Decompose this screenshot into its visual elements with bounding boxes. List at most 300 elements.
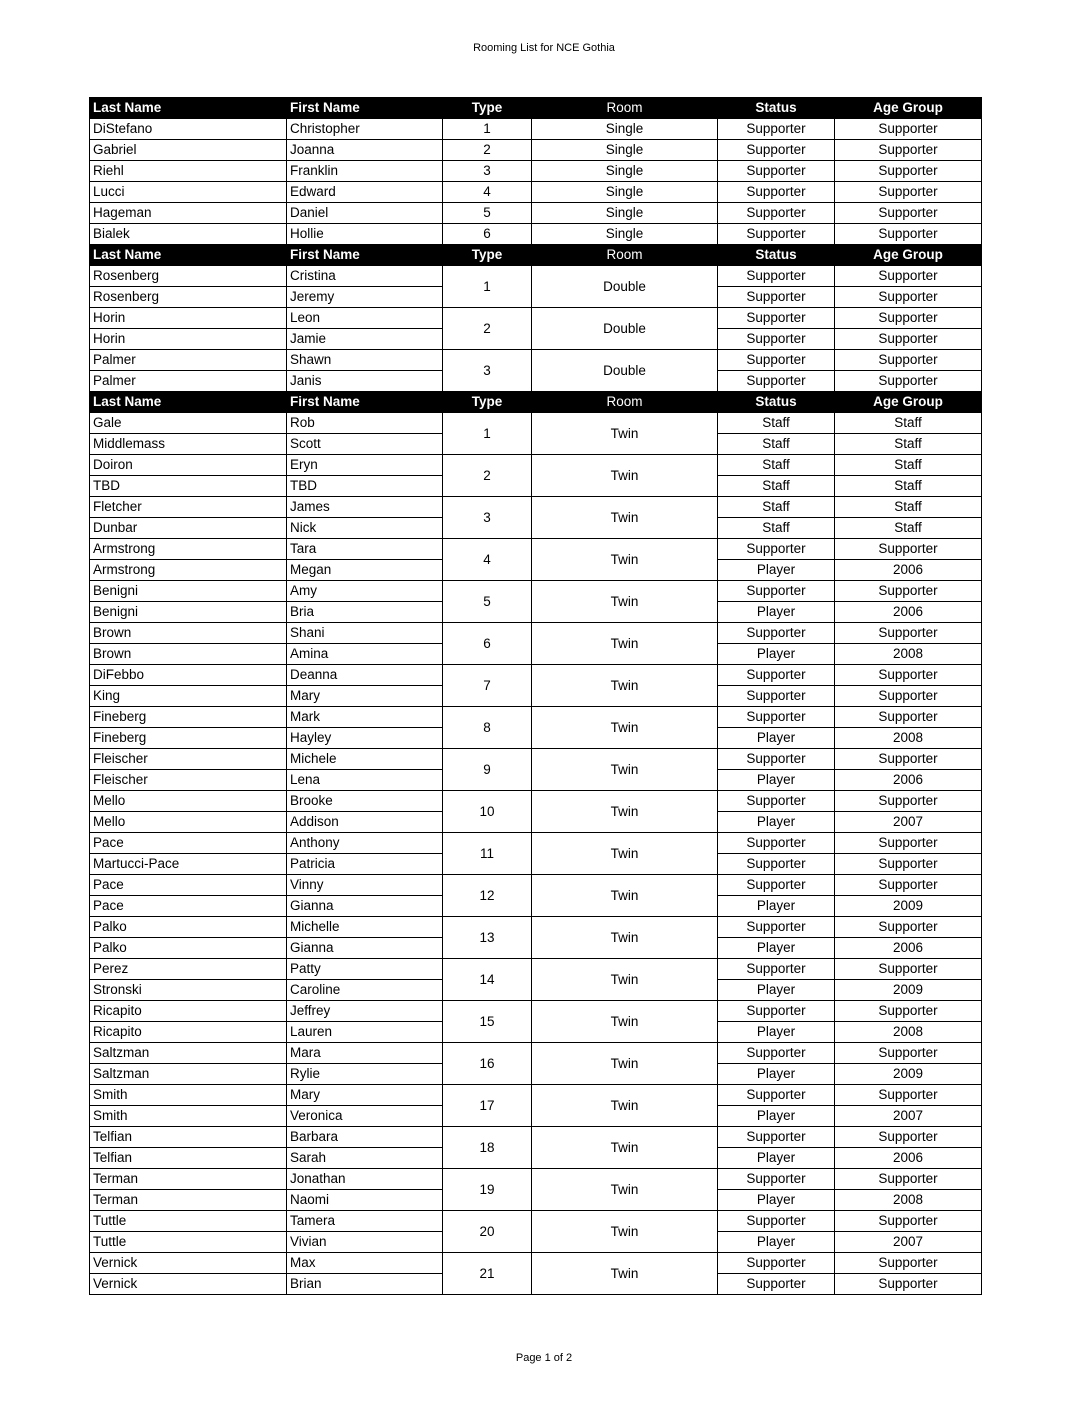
room-type-cell: Twin <box>532 1043 718 1085</box>
room-type-cell: Twin <box>532 581 718 623</box>
table-row <box>90 833 982 854</box>
last-name-cell: Armstrong <box>90 560 287 581</box>
header-type: Type <box>443 245 532 266</box>
last-name-cell: Saltzman <box>90 1043 287 1064</box>
status-cell: Supporter <box>718 959 835 980</box>
table-row <box>90 959 982 980</box>
first-name-cell: Tara <box>287 539 443 560</box>
age-group-cell: Supporter <box>835 1127 982 1148</box>
room-number-cell: 6 <box>443 623 532 665</box>
table-row <box>90 917 982 938</box>
room-number-cell: 5 <box>443 203 532 224</box>
first-name-cell: Caroline <box>287 980 443 1001</box>
header-room: Room <box>532 245 718 266</box>
age-group-cell: 2007 <box>835 1232 982 1253</box>
table-row <box>90 1253 982 1274</box>
status-cell: Supporter <box>718 266 835 287</box>
age-group-cell: Supporter <box>835 1169 982 1190</box>
status-cell: Supporter <box>718 665 835 686</box>
last-name-cell: Doiron <box>90 455 287 476</box>
age-group-cell: Supporter <box>835 665 982 686</box>
age-group-cell: 2006 <box>835 770 982 791</box>
status-cell: Supporter <box>718 140 835 161</box>
first-name-cell: Anthony <box>287 833 443 854</box>
room-type-cell: Single <box>532 119 718 140</box>
first-name-cell: Christopher <box>287 119 443 140</box>
age-group-cell: Staff <box>835 455 982 476</box>
header-first-name: First Name <box>287 392 443 413</box>
first-name-cell: Amina <box>287 644 443 665</box>
first-name-cell: Bria <box>287 602 443 623</box>
first-name-cell: Eryn <box>287 455 443 476</box>
last-name-cell: Fineberg <box>90 707 287 728</box>
room-type-cell: Twin <box>532 791 718 833</box>
room-type-cell: Twin <box>532 833 718 875</box>
room-number-cell: 3 <box>443 497 532 539</box>
status-cell: Staff <box>718 476 835 497</box>
status-cell: Supporter <box>718 875 835 896</box>
first-name-cell: Franklin <box>287 161 443 182</box>
last-name-cell: Pace <box>90 833 287 854</box>
page-number: Page 1 of 2 <box>515 1352 573 1364</box>
last-name-cell: Lucci <box>90 182 287 203</box>
last-name-cell: Ricapito <box>90 1022 287 1043</box>
status-cell: Supporter <box>718 707 835 728</box>
table-row <box>90 1001 982 1022</box>
room-type-cell: Twin <box>532 455 718 497</box>
last-name-cell: Hageman <box>90 203 287 224</box>
room-type-cell: Twin <box>532 665 718 707</box>
status-cell: Supporter <box>718 119 835 140</box>
room-type-cell: Single <box>532 161 718 182</box>
status-cell: Supporter <box>718 833 835 854</box>
status-cell: Staff <box>718 434 835 455</box>
first-name-cell: Brooke <box>287 791 443 812</box>
room-number-cell: 8 <box>443 707 532 749</box>
last-name-cell: Dunbar <box>90 518 287 539</box>
room-type-cell: Twin <box>532 1211 718 1253</box>
room-number-cell: 1 <box>443 413 532 455</box>
age-group-cell: Supporter <box>835 854 982 875</box>
age-group-cell: Supporter <box>835 833 982 854</box>
age-group-cell: Staff <box>835 497 982 518</box>
first-name-cell: Michele <box>287 749 443 770</box>
room-number-cell: 3 <box>443 350 532 392</box>
first-name-cell: Jeffrey <box>287 1001 443 1022</box>
first-name-cell: Scott <box>287 434 443 455</box>
header-age-group: Age Group <box>835 245 982 266</box>
age-group-cell: Supporter <box>835 203 982 224</box>
room-number-cell: 4 <box>443 182 532 203</box>
first-name-cell: Addison <box>287 812 443 833</box>
table-row <box>90 665 982 686</box>
header-status: Status <box>718 392 835 413</box>
age-group-cell: Staff <box>835 413 982 434</box>
age-group-cell: Staff <box>835 518 982 539</box>
room-type-cell: Twin <box>532 1253 718 1295</box>
header-first-name: First Name <box>287 245 443 266</box>
table-row <box>90 203 982 224</box>
status-cell: Player <box>718 938 835 959</box>
first-name-cell: Gianna <box>287 938 443 959</box>
age-group-cell: 2006 <box>835 602 982 623</box>
last-name-cell: DiStefano <box>90 119 287 140</box>
status-cell: Staff <box>718 413 835 434</box>
status-cell: Player <box>718 1232 835 1253</box>
table-row <box>90 140 982 161</box>
first-name-cell: Mary <box>287 1085 443 1106</box>
status-cell: Supporter <box>718 917 835 938</box>
age-group-cell: Supporter <box>835 308 982 329</box>
last-name-cell: Middlemass <box>90 434 287 455</box>
first-name-cell: Patty <box>287 959 443 980</box>
status-cell: Player <box>718 770 835 791</box>
first-name-cell: Rylie <box>287 1064 443 1085</box>
age-group-cell: 2009 <box>835 1064 982 1085</box>
room-type-cell: Twin <box>532 917 718 959</box>
table-row <box>90 1043 982 1064</box>
age-group-cell: Supporter <box>835 1211 982 1232</box>
header-first-name: First Name <box>287 98 443 119</box>
last-name-cell: Benigni <box>90 581 287 602</box>
last-name-cell: Gabriel <box>90 140 287 161</box>
room-type-cell: Twin <box>532 875 718 917</box>
status-cell: Supporter <box>718 539 835 560</box>
first-name-cell: Rob <box>287 413 443 434</box>
first-name-cell: Patricia <box>287 854 443 875</box>
first-name-cell: Nick <box>287 518 443 539</box>
status-cell: Player <box>718 1064 835 1085</box>
room-number-cell: 2 <box>443 455 532 497</box>
age-group-cell: Supporter <box>835 875 982 896</box>
first-name-cell: Mary <box>287 686 443 707</box>
room-number-cell: 1 <box>443 266 532 308</box>
age-group-cell: Supporter <box>835 287 982 308</box>
room-number-cell: 19 <box>443 1169 532 1211</box>
table-row <box>90 455 982 476</box>
first-name-cell: Mark <box>287 707 443 728</box>
last-name-cell: Palmer <box>90 350 287 371</box>
status-cell: Staff <box>718 518 835 539</box>
header-last-name: Last Name <box>90 245 287 266</box>
room-number-cell: 9 <box>443 749 532 791</box>
rooming-table <box>89 97 982 1295</box>
first-name-cell: Megan <box>287 560 443 581</box>
status-cell: Supporter <box>718 1274 835 1295</box>
header-room: Room <box>532 392 718 413</box>
status-cell: Player <box>718 644 835 665</box>
first-name-cell: Sarah <box>287 1148 443 1169</box>
table-row <box>90 1211 982 1232</box>
room-number-cell: 14 <box>443 959 532 1001</box>
room-type-cell: Twin <box>532 1169 718 1211</box>
first-name-cell: Shani <box>287 623 443 644</box>
last-name-cell: Brown <box>90 623 287 644</box>
room-type-cell: Twin <box>532 497 718 539</box>
last-name-cell: Terman <box>90 1190 287 1211</box>
age-group-cell: Supporter <box>835 623 982 644</box>
first-name-cell: Cristina <box>287 266 443 287</box>
last-name-cell: Brown <box>90 644 287 665</box>
table-row <box>90 1169 982 1190</box>
last-name-cell: King <box>90 686 287 707</box>
table-row <box>90 182 982 203</box>
last-name-cell: Smith <box>90 1085 287 1106</box>
first-name-cell: Shawn <box>287 350 443 371</box>
age-group-cell: 2008 <box>835 728 982 749</box>
first-name-cell: Barbara <box>287 1127 443 1148</box>
last-name-cell: Perez <box>90 959 287 980</box>
table-row <box>90 413 982 434</box>
last-name-cell: Fletcher <box>90 497 287 518</box>
header-last-name: Last Name <box>90 392 287 413</box>
room-number-cell: 7 <box>443 665 532 707</box>
last-name-cell: TBD <box>90 476 287 497</box>
first-name-cell: Naomi <box>287 1190 443 1211</box>
age-group-cell: 2008 <box>835 1190 982 1211</box>
first-name-cell: James <box>287 497 443 518</box>
age-group-cell: Staff <box>835 476 982 497</box>
room-number-cell: 6 <box>443 224 532 245</box>
age-group-cell: 2007 <box>835 1106 982 1127</box>
first-name-cell: Daniel <box>287 203 443 224</box>
age-group-cell: Supporter <box>835 791 982 812</box>
first-name-cell: Vivian <box>287 1232 443 1253</box>
status-cell: Supporter <box>718 161 835 182</box>
age-group-cell: Supporter <box>835 917 982 938</box>
room-number-cell: 20 <box>443 1211 532 1253</box>
status-cell: Supporter <box>718 287 835 308</box>
last-name-cell: Telfian <box>90 1127 287 1148</box>
last-name-cell: Vernick <box>90 1253 287 1274</box>
room-number-cell: 1 <box>443 119 532 140</box>
last-name-cell: Ricapito <box>90 1001 287 1022</box>
status-cell: Supporter <box>718 224 835 245</box>
first-name-cell: Lauren <box>287 1022 443 1043</box>
status-cell: Staff <box>718 497 835 518</box>
status-cell: Supporter <box>718 1085 835 1106</box>
last-name-cell: Fineberg <box>90 728 287 749</box>
section-header-row <box>90 245 982 266</box>
header-type: Type <box>443 392 532 413</box>
status-cell: Supporter <box>718 371 835 392</box>
age-group-cell: Supporter <box>835 1253 982 1274</box>
age-group-cell: Supporter <box>835 161 982 182</box>
status-cell: Player <box>718 896 835 917</box>
status-cell: Supporter <box>718 1253 835 1274</box>
status-cell: Supporter <box>718 1043 835 1064</box>
age-group-cell: Supporter <box>835 707 982 728</box>
last-name-cell: Riehl <box>90 161 287 182</box>
last-name-cell: Gale <box>90 413 287 434</box>
room-number-cell: 2 <box>443 308 532 350</box>
first-name-cell: TBD <box>287 476 443 497</box>
room-type-cell: Twin <box>532 413 718 455</box>
table-row <box>90 749 982 770</box>
table-row <box>90 161 982 182</box>
last-name-cell: Tuttle <box>90 1232 287 1253</box>
last-name-cell: Tuttle <box>90 1211 287 1232</box>
room-type-cell: Twin <box>532 623 718 665</box>
age-group-cell: 2008 <box>835 1022 982 1043</box>
last-name-cell: Palko <box>90 938 287 959</box>
room-number-cell: 13 <box>443 917 532 959</box>
age-group-cell: 2006 <box>835 1148 982 1169</box>
room-number-cell: 3 <box>443 161 532 182</box>
last-name-cell: Terman <box>90 1169 287 1190</box>
last-name-cell: Benigni <box>90 602 287 623</box>
header-status: Status <box>718 98 835 119</box>
age-group-cell: Supporter <box>835 119 982 140</box>
age-group-cell: Supporter <box>835 371 982 392</box>
last-name-cell: Rosenberg <box>90 287 287 308</box>
room-type-cell: Single <box>532 140 718 161</box>
last-name-cell: Telfian <box>90 1148 287 1169</box>
room-number-cell: 4 <box>443 539 532 581</box>
table-row <box>90 266 982 287</box>
age-group-cell: 2009 <box>835 896 982 917</box>
status-cell: Player <box>718 728 835 749</box>
last-name-cell: DiFebbo <box>90 665 287 686</box>
age-group-cell: Supporter <box>835 539 982 560</box>
age-group-cell: Supporter <box>835 1001 982 1022</box>
status-cell: Supporter <box>718 1169 835 1190</box>
last-name-cell: Armstrong <box>90 539 287 560</box>
room-type-cell: Twin <box>532 749 718 791</box>
status-cell: Player <box>718 602 835 623</box>
room-number-cell: 2 <box>443 140 532 161</box>
room-number-cell: 15 <box>443 1001 532 1043</box>
header-room: Room <box>532 98 718 119</box>
status-cell: Supporter <box>718 623 835 644</box>
first-name-cell: Hayley <box>287 728 443 749</box>
first-name-cell: Edward <box>287 182 443 203</box>
status-cell: Supporter <box>718 1211 835 1232</box>
room-number-cell: 11 <box>443 833 532 875</box>
table-row <box>90 119 982 140</box>
first-name-cell: Leon <box>287 308 443 329</box>
room-type-cell: Twin <box>532 1001 718 1043</box>
document-title: Rooming List for NCE Gothia <box>473 42 615 54</box>
status-cell: Player <box>718 980 835 1001</box>
header-type: Type <box>443 98 532 119</box>
table-row <box>90 224 982 245</box>
age-group-cell: Supporter <box>835 329 982 350</box>
last-name-cell: Mello <box>90 812 287 833</box>
room-type-cell: Single <box>532 203 718 224</box>
rooming-table-body <box>90 98 982 1295</box>
status-cell: Player <box>718 560 835 581</box>
header-age-group: Age Group <box>835 98 982 119</box>
status-cell: Supporter <box>718 1001 835 1022</box>
status-cell: Player <box>718 1148 835 1169</box>
last-name-cell: Smith <box>90 1106 287 1127</box>
status-cell: Supporter <box>718 749 835 770</box>
age-group-cell: Staff <box>835 434 982 455</box>
age-group-cell: 2006 <box>835 938 982 959</box>
table-row <box>90 308 982 329</box>
room-number-cell: 18 <box>443 1127 532 1169</box>
room-type-cell: Double <box>532 350 718 392</box>
status-cell: Player <box>718 1022 835 1043</box>
header-status: Status <box>718 245 835 266</box>
first-name-cell: Joanna <box>287 140 443 161</box>
room-type-cell: Twin <box>532 1085 718 1127</box>
age-group-cell: Supporter <box>835 266 982 287</box>
room-type-cell: Twin <box>532 539 718 581</box>
first-name-cell: Max <box>287 1253 443 1274</box>
status-cell: Staff <box>718 455 835 476</box>
age-group-cell: Supporter <box>835 749 982 770</box>
last-name-cell: Palmer <box>90 371 287 392</box>
room-type-cell: Twin <box>532 1127 718 1169</box>
first-name-cell: Brian <box>287 1274 443 1295</box>
room-type-cell: Double <box>532 308 718 350</box>
room-number-cell: 17 <box>443 1085 532 1127</box>
last-name-cell: Rosenberg <box>90 266 287 287</box>
last-name-cell: Fleischer <box>90 749 287 770</box>
age-group-cell: Supporter <box>835 686 982 707</box>
status-cell: Supporter <box>718 791 835 812</box>
first-name-cell: Veronica <box>287 1106 443 1127</box>
status-cell: Player <box>718 812 835 833</box>
age-group-cell: Supporter <box>835 581 982 602</box>
room-type-cell: Twin <box>532 959 718 1001</box>
age-group-cell: Supporter <box>835 350 982 371</box>
table-row <box>90 497 982 518</box>
last-name-cell: Pace <box>90 896 287 917</box>
age-group-cell: 2007 <box>835 812 982 833</box>
table-row <box>90 707 982 728</box>
room-type-cell: Twin <box>532 707 718 749</box>
age-group-cell: Supporter <box>835 1085 982 1106</box>
status-cell: Supporter <box>718 581 835 602</box>
first-name-cell: Janis <box>287 371 443 392</box>
room-number-cell: 16 <box>443 1043 532 1085</box>
last-name-cell: Martucci-Pace <box>90 854 287 875</box>
age-group-cell: Supporter <box>835 224 982 245</box>
first-name-cell: Jeremy <box>287 287 443 308</box>
last-name-cell: Horin <box>90 308 287 329</box>
first-name-cell: Amy <box>287 581 443 602</box>
last-name-cell: Palko <box>90 917 287 938</box>
status-cell: Supporter <box>718 308 835 329</box>
table-row <box>90 623 982 644</box>
first-name-cell: Mara <box>287 1043 443 1064</box>
status-cell: Supporter <box>718 350 835 371</box>
last-name-cell: Saltzman <box>90 1064 287 1085</box>
section-header-row <box>90 98 982 119</box>
age-group-cell: Supporter <box>835 1043 982 1064</box>
room-number-cell: 12 <box>443 875 532 917</box>
table-row <box>90 1085 982 1106</box>
status-cell: Supporter <box>718 329 835 350</box>
first-name-cell: Jonathan <box>287 1169 443 1190</box>
room-number-cell: 5 <box>443 581 532 623</box>
table-row <box>90 539 982 560</box>
last-name-cell: Fleischer <box>90 770 287 791</box>
room-number-cell: 10 <box>443 791 532 833</box>
age-group-cell: 2009 <box>835 980 982 1001</box>
first-name-cell: Deanna <box>287 665 443 686</box>
age-group-cell: 2006 <box>835 560 982 581</box>
last-name-cell: Vernick <box>90 1274 287 1295</box>
age-group-cell: 2008 <box>835 644 982 665</box>
first-name-cell: Jamie <box>287 329 443 350</box>
table-row <box>90 875 982 896</box>
first-name-cell: Tamera <box>287 1211 443 1232</box>
status-cell: Player <box>718 1190 835 1211</box>
